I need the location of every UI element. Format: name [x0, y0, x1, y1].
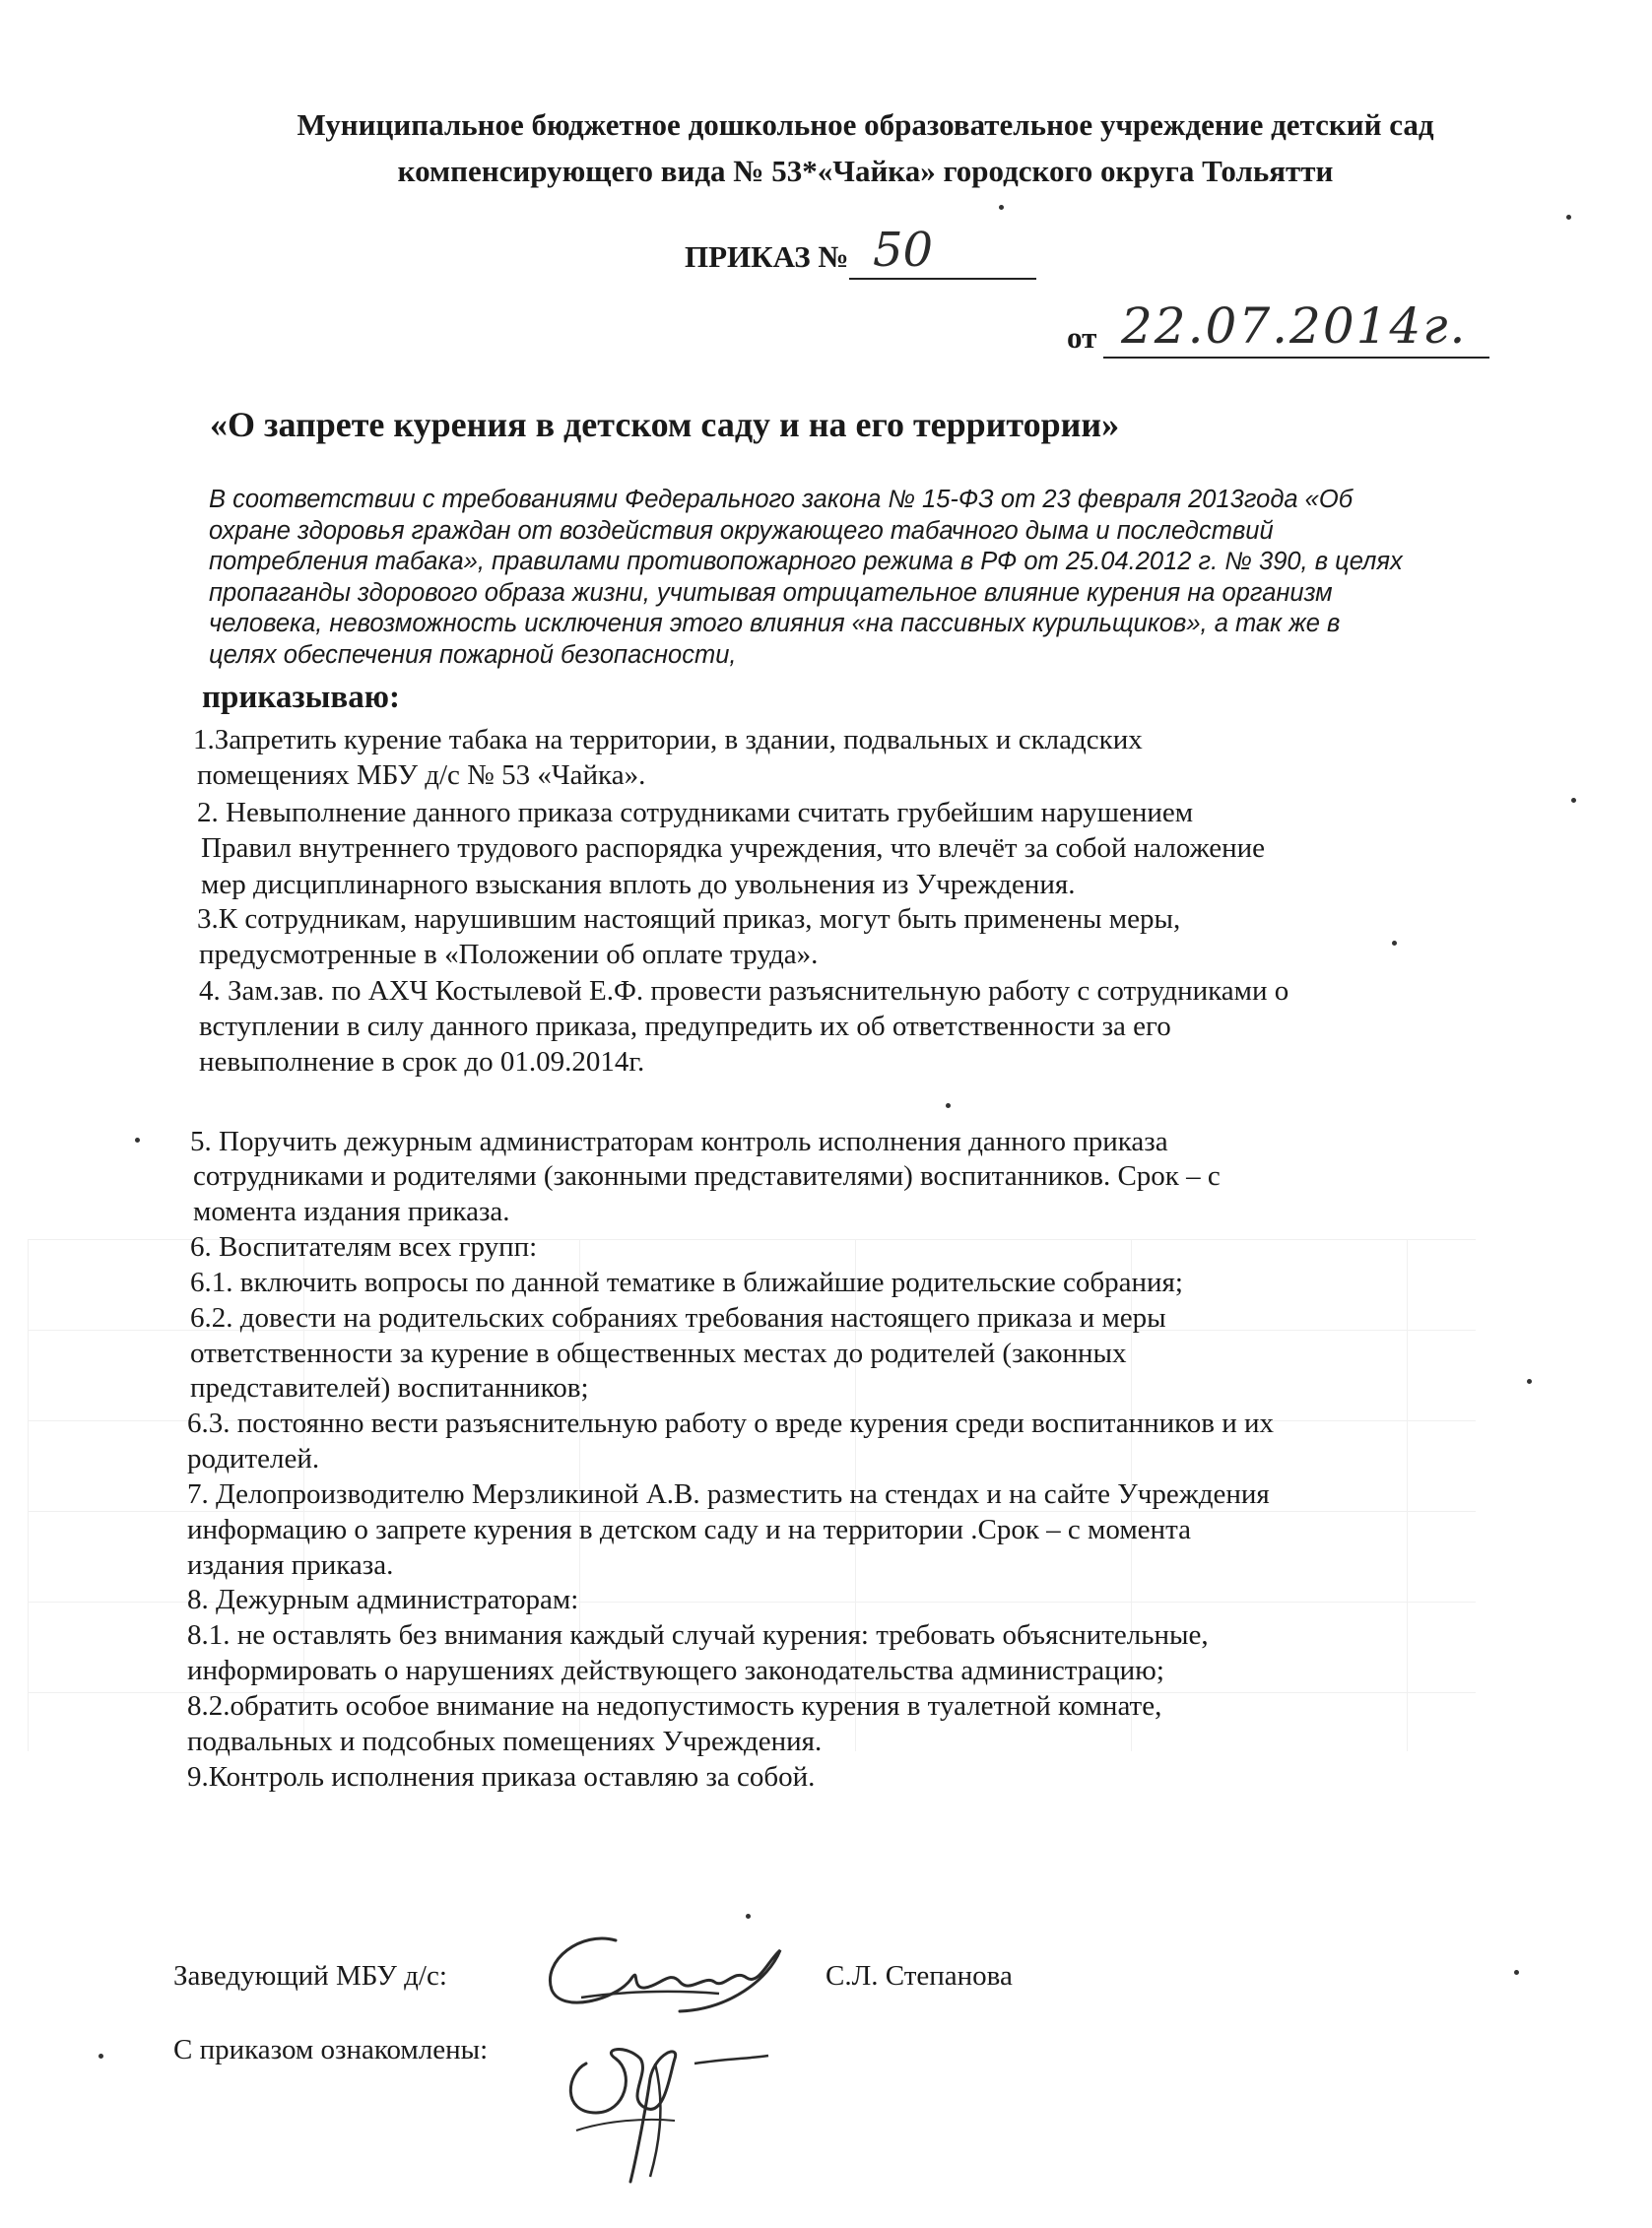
- scan-speck: [746, 1914, 751, 1919]
- preamble-line: пропаганды здорового образа жизни, учитывая отрицательное влияние курения на организм: [209, 578, 1333, 607]
- item-line: 6. Воспитателям всех групп:: [190, 1231, 538, 1263]
- scan-speck: [1527, 1379, 1532, 1384]
- staff-signature-mark: [557, 2004, 783, 2192]
- item-line: издания приказа.: [187, 1549, 394, 1581]
- item-line: ответственности за курение в общественных местах до родителей (законных: [190, 1338, 1127, 1369]
- decree-word: приказываю:: [202, 680, 400, 715]
- header-line-2: компенсирующего вида № 53*«Чайка» городского округа Тольятти: [397, 154, 1334, 188]
- item-line: информировать о нарушениях действующего законодательства администрацию;: [187, 1655, 1164, 1686]
- item-line: 6.2. довести на родительских собраниях требования настоящего приказа и меры: [190, 1302, 1166, 1334]
- item-line: 2. Невыполнение данного приказа сотрудниками считать грубейшим нарушением: [197, 797, 1194, 828]
- item-line: 4. Зам.зав. по АХЧ Костылевой Е.Ф. провести разъяснительную работу с сотрудниками о: [199, 975, 1289, 1007]
- scan-speck: [999, 205, 1004, 210]
- date-label: от: [1067, 320, 1097, 355]
- preamble-line: В соответствии с требованиями Федерального закона № 15-ФЗ от 23 февраля 2013года «Об: [209, 486, 1354, 513]
- order-date: 22.07.2014г.: [1121, 297, 1468, 355]
- scan-speck: [1392, 941, 1397, 946]
- item-line: момента издания приказа.: [193, 1196, 510, 1227]
- item-line: предусмотренные в «Положении об оплате труда».: [199, 939, 819, 970]
- order-number: 50: [873, 223, 934, 278]
- order-number-line: [849, 223, 1036, 280]
- order-label: ПРИКАЗ №: [685, 239, 849, 274]
- item-line: Правил внутреннего трудового распорядка учреждения, что влечёт за собой наложение: [201, 832, 1266, 864]
- header-line-1: Муниципальное бюджетное дошкольное образовательное учреждение детский сад: [297, 107, 1434, 142]
- institution-header: [0, 101, 1652, 194]
- acquainted-label: С приказом ознакомлены:: [173, 2034, 489, 2065]
- scan-speck: [135, 1138, 140, 1143]
- item-line: представителей) воспитанников;: [190, 1372, 589, 1404]
- item-line: помещениях МБУ д/с № 53 «Чайка».: [197, 759, 646, 791]
- preamble-line: целях обеспечения пожарной безопасности,: [209, 640, 737, 669]
- item-line: родителей.: [187, 1443, 320, 1474]
- item-line: 6.3. постоянно вести разъяснительную работу о вреде курения среди воспитанников и их: [187, 1408, 1275, 1439]
- head-signature-label: Заведующий МБУ д/с:: [173, 1960, 447, 1992]
- item-line: 3.К сотрудникам, нарушившим настоящий приказ, могут быть применены меры,: [197, 903, 1181, 935]
- preamble-line: человека, невозможность исключения этого влияния «на пассивных курильщиков», а так же в: [209, 610, 1341, 637]
- item-line: 8.1. не оставлять без внимания каждый случай курения: требовать объяснительные,: [187, 1619, 1209, 1651]
- scan-speck: [946, 1103, 951, 1108]
- head-name: С.Л. Степанова: [826, 1960, 1013, 1992]
- scan-speck: [1514, 1970, 1519, 1975]
- item-line: вступлении в силу данного приказа, предупредить их об ответственности за его: [199, 1011, 1171, 1042]
- item-line: подвальных и подсобных помещениях Учреждения.: [187, 1726, 823, 1757]
- date-line: [1103, 297, 1489, 359]
- document-title: «О запрете курения в детском саду и на его территории»: [210, 405, 1120, 444]
- item-line: 1.Запретить курение табака на территории, в здании, подвальных и складских: [193, 724, 1143, 755]
- scan-speck: [1566, 215, 1571, 220]
- preamble-line: охране здоровья граждан от воздействия окружающего табачного дыма и последствий: [209, 516, 1274, 545]
- item-line: 8.2.обратить особое внимание на недопустимость курения в туалетной комнате,: [187, 1690, 1162, 1722]
- preamble-line: потребления табака», правилами противопожарного режима в РФ от 25.04.2012 г. № 390, в целях: [209, 548, 1403, 575]
- preamble: [209, 485, 1480, 671]
- item-line: 5. Поручить дежурным администраторам контроль исполнения данного приказа: [190, 1126, 1168, 1157]
- item-line: сотрудниками и родителями (законными представителями) воспитанников. Срок – с: [193, 1160, 1221, 1192]
- item-line: невыполнение в срок до 01.09.2014г.: [199, 1046, 645, 1078]
- item-line: 6.1. включить вопросы по данной тематике в ближайшие родительские собрания;: [190, 1267, 1183, 1298]
- scan-speck: [1571, 798, 1576, 803]
- item-line: информацию о запрете курения в детском саду и на территории .Срок – с момента: [187, 1514, 1191, 1545]
- item-line: 7. Делопроизводителю Мерзликиной А.В. разместить на стендах и на сайте Учреждения: [187, 1478, 1270, 1510]
- scan-speck: [99, 2054, 103, 2059]
- item-line: мер дисциплинарного взыскания вплоть до увольнения из Учреждения.: [201, 869, 1076, 900]
- item-line: 9.Контроль исполнения приказа оставляю за собой.: [187, 1761, 816, 1793]
- item-line: 8. Дежурным администраторам:: [187, 1584, 579, 1615]
